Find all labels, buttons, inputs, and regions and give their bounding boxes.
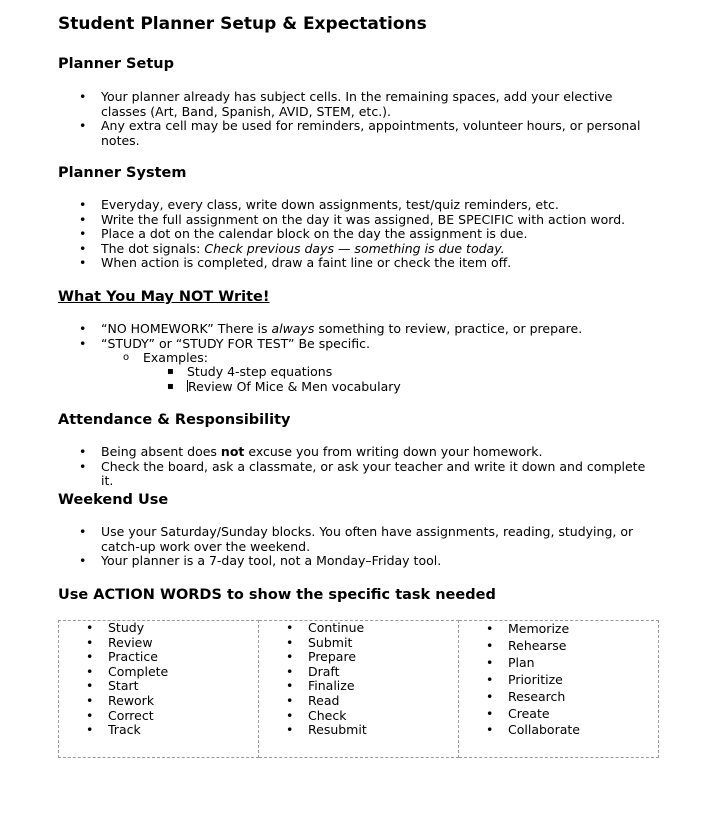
action-word-item: • Finalize [259, 679, 458, 694]
action-word-item: • Complete [59, 665, 258, 680]
list-item: • When action is completed, draw a faint line or check the item off. [58, 256, 658, 271]
list-item [58, 242, 658, 257]
action-word-item: • Rehearse [459, 638, 658, 655]
heading-planner-system: Planner System [58, 165, 187, 181]
action-word-item: • Prepare [259, 650, 458, 665]
list-item: • Write the full assignment on the day it was assigned, BE SPECIFIC with action word. [58, 213, 658, 228]
action-word-item: • Research [459, 689, 658, 706]
list-planner-setup [58, 90, 658, 148]
list-item: • Everyday, every class, write down assignments, test/quiz reminders, etc. [58, 198, 658, 213]
action-word-item: • Check [259, 709, 458, 724]
list-item: • Use your Saturday/Sunday blocks. You often have assignments, reading, studying, or catch-up work over the weekend. [58, 525, 658, 554]
action-word-item: • Create [459, 706, 658, 723]
action-word-item: • Start [59, 679, 258, 694]
not-text: not [220, 444, 245, 459]
list-item: • Any extra cell may be used for reminders, appointments, volunteer hours, or personal notes. [58, 119, 658, 148]
action-word-item: • Resubmit [259, 723, 458, 738]
action-word-item: • Track [59, 723, 258, 738]
list-planner-system [58, 198, 658, 271]
list-weekend-use [58, 525, 658, 569]
action-word-item: • Draft [259, 665, 458, 680]
no-homework-text: “NO HOMEWORK” There is [101, 321, 272, 336]
action-words-list-1 [59, 621, 258, 738]
examples-sublist [187, 365, 401, 394]
list-item [58, 322, 658, 337]
action-word-item: • Practice [59, 650, 258, 665]
dot-signal-text: Check previous days — something is due today. [204, 240, 505, 256]
example-item [187, 380, 401, 395]
example-text: Review Of Mice & Men vocabulary [188, 378, 401, 394]
heading-weekend-use: Weekend Use [58, 492, 169, 508]
heading-attendance: Attendance & Responsibility [58, 412, 291, 428]
action-word-item: • Prioritize [459, 672, 658, 689]
action-word-item: • Memorize [459, 621, 658, 638]
examples-label: Examples: [143, 350, 208, 365]
action-word-item: • Study [59, 621, 258, 636]
action-word-item: • Read [259, 694, 458, 709]
dot-signal-prefix: The dot signals: [101, 240, 205, 256]
action-words-list-3 [459, 621, 658, 739]
list-item: • “STUDY” or “STUDY FOR TEST” Be specific. [58, 337, 658, 352]
list-item: • Place a dot on the calendar block on the day the assignment is due. [58, 227, 658, 242]
page-title: Student Planner Setup & Expectations [58, 14, 427, 34]
action-word-item: • Plan [459, 655, 658, 672]
action-words-table [58, 620, 659, 758]
action-word-item: • Continue [259, 621, 458, 636]
always-text: always [271, 321, 315, 336]
action-word-item: • Rework [59, 694, 258, 709]
no-homework-text-end: something to review, practice, or prepare. [314, 321, 583, 336]
list-item [58, 445, 658, 460]
list-may-not-write [58, 322, 658, 351]
action-words-column-3 [459, 621, 659, 758]
list-attendance [58, 445, 658, 489]
action-word-item: • Submit [259, 636, 458, 651]
list-item: • Your planner already has subject cells. In the remaining spaces, add your elective classes (Art, Band, Spanish, AVID, STEM, etc.). [58, 90, 658, 119]
action-words-list-2 [259, 621, 458, 738]
action-word-item: • Collaborate [459, 722, 658, 739]
sub-bullet-marker: o [123, 352, 130, 363]
action-words-column-1 [59, 621, 259, 758]
action-words-column-2 [259, 621, 459, 758]
list-item: • Your planner is a 7-day tool, not a Monday–Friday tool. [58, 554, 658, 569]
absent-text-end: excuse you from writing down your homework. [244, 444, 543, 459]
heading-action-words: Use ACTION WORDS to show the specific task needed [58, 587, 496, 603]
example-item: ▪ Study 4-step equations [187, 365, 401, 380]
action-word-item: • Review [59, 636, 258, 651]
list-item: • Check the board, ask a classmate, or ask your teacher and write it down and complete it. [58, 460, 658, 489]
absent-text: Being absent does [101, 444, 221, 459]
action-word-item: • Correct [59, 709, 258, 724]
heading-may-not-write: What You May NOT Write! [58, 289, 270, 305]
heading-planner-setup: Planner Setup [58, 56, 174, 72]
